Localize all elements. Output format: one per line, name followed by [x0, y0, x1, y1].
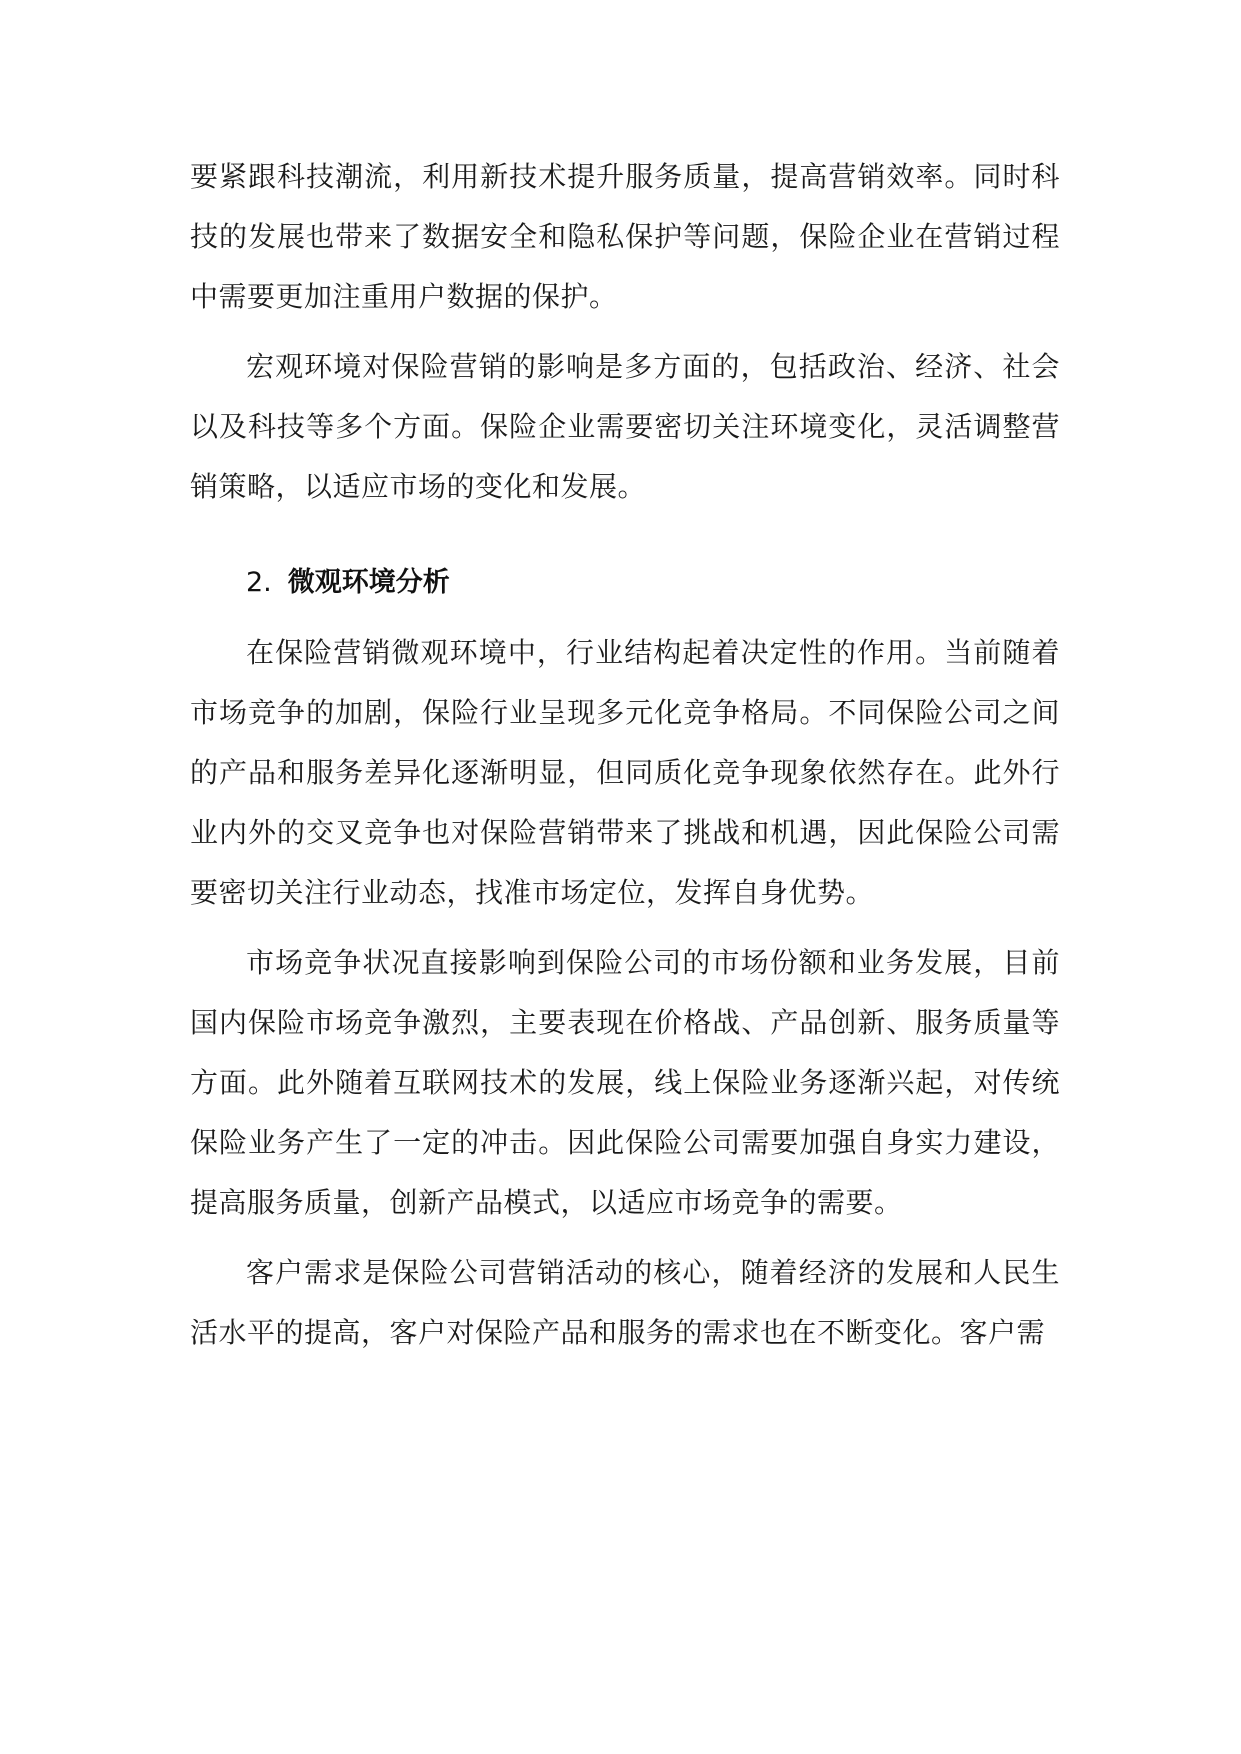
- paragraph-market-competition: 市场竞争状况直接影响到保险公司的市场份额和业务发展，目前国内保险市场竞争激烈，主要表现在价格战、产品创新、服务质量等方面。此外随着互联网技术的发展，线上保险业务逐渐兴起，对传统保险业务产生了一定的冲击。因此保险公司需要加强自身实力建设，提高服务质量，创新产品模式，以适应市场竞争的需要。: [190, 946, 1060, 1219]
- paragraph-industry-structure: 在保险营销微观环境中，行业结构起着决定性的作用。当前随着市场竞争的加剧，保险行业呈现多元化竞争格局。不同保险公司之间的产品和服务差异化逐渐明显，但同质化竞争现象依然存在。此外行业内外的交叉竞争也对保险营销带来了挑战和机遇，因此保险公司需要密切关注行业动态，找准市场定位，发挥自身优势。: [190, 636, 1060, 909]
- section-heading: [190, 553, 1060, 613]
- paragraph-continued: 要紧跟科技潮流，利用新技术提升服务质量，提高营销效率。同时科技的发展也带来了数据安全和隐私保护等问题，保险企业在营销过程中需要更加注重用户数据的保护。: [190, 160, 1060, 313]
- paragraph-customer-demand: 客户需求是保险公司营销活动的核心，随着经济的发展和人民生活水平的提高，客户对保险产品和服务的需求也在不断变化。客户需: [190, 1256, 1060, 1349]
- section-title: 微观环境分析: [287, 567, 450, 598]
- paragraph-macro-summary: 宏观环境对保险营销的影响是多方面的，包括政治、经济、社会以及科技等多个方面。保险企业需要密切关注环境变化，灵活调整营销策略，以适应市场的变化和发展。: [190, 350, 1060, 503]
- section-number: 2.: [246, 567, 272, 598]
- document-body: [190, 147, 1060, 1373]
